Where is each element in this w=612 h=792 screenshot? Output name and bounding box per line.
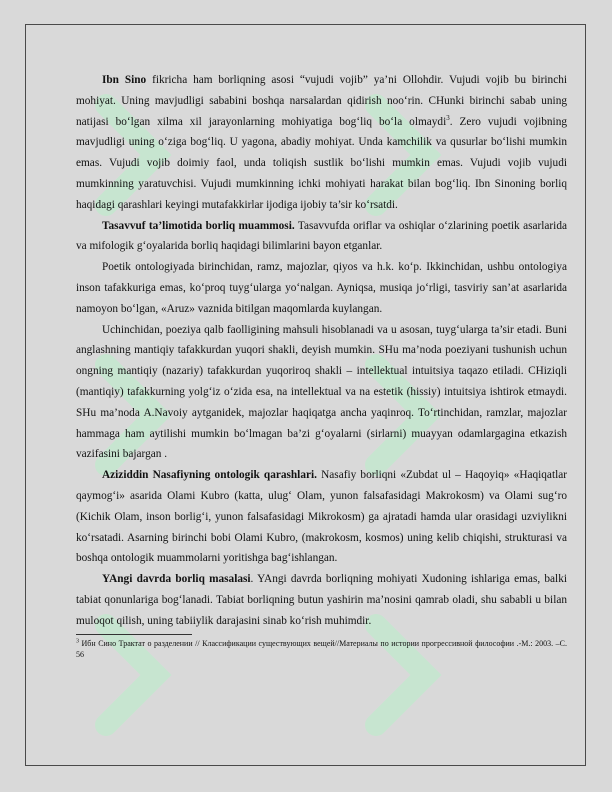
paragraph-heading: Tasavvuf ta’limotida borliq muammosi.: [102, 219, 295, 232]
paragraph-heading: Ibn Sino: [102, 74, 147, 86]
paragraph-poetic-ontology: [76, 257, 567, 319]
paragraph-text: . YAngi davrda borliqning mohiyati Xudoning ishlariga emas, balki tabiat qonunlariga bog‘lanadi. Tabiat borliqning butun yashirin ma’nosini qamrab oladi, shu sababli u bilan muloqot qilish, uning tabiiylik darajasini sinab ko‘rish muhimdir.: [76, 573, 567, 627]
paragraph-text: Nasafiy borliqni «Zubdat ul – Haqoyiq» «Haqiqatlar qaymog‘i» asarida Olami Kubro (katta, ulug‘ Olam, yunon falsafasidagi Makrokosm) va Olami sug‘ro (Kichik Olam, inson borlig‘i, yunon falsafasidagi Mikrokosm) ga ajratadi hamda ular orasidagi uzviylikni ko‘rsatadi. Asarning birinchi bobi Olami Kubro, (makrokosm, kosmos) uning kelib chiqishi, strukturasi va boshqa ontologik muammolarni yoritishga bag‘ishlangan.: [76, 469, 567, 565]
paragraph-heading: YAngi davrda borliq masalasi: [102, 573, 251, 586]
paragraph-text: Tasavvufda oriflar va oshiqlar o‘zlarining poetik asarlarida va mifologik g‘oyalarida borliq haqidagi bilimlarini bayon etganlar.: [76, 219, 567, 253]
footnote-text: Ибн Сино Трактат о разделении // Классификации существующих вещей//Материалы по истории прогрессивной философии .-М.: 2003. –С. 56: [76, 638, 567, 659]
document-body: [76, 70, 567, 660]
paragraph-ibn-sino: [76, 70, 567, 216]
footnote: [76, 638, 567, 660]
paragraph-nasafiy: [76, 465, 567, 569]
footnote-marker: 3: [76, 637, 79, 644]
paragraph-tasavvuf: [76, 216, 567, 258]
footnote-divider: [76, 634, 192, 635]
paragraph-text: Uchinchidan, poeziya qalb faolligining mahsuli hisoblanadi va u asosan, tuyg‘ularga ta’sir etadi. Buni anglashning mantiqiy tafakkurdan yuqori shakli, deyish mumkin. SHu ma’noda poeziyani tushunish uchun ongning mantiqiy (nazariy) tafakkurdan yuqoriroq shakli – intellektual intuitsiya taqazo etiladi. CHiziqli (mantiqiy) tafakkurning yolg‘iz o‘zida esa, na intellektual va na estetik (hissiy) intuitsiya ishtirok etmaydi. SHu ma’noda A.Navoiy aytganidek, majozlar haqiqatga ancha yaqinroq. To‘rtinchidan, ramzlar, majozlar hammaga ham aytilishi mumkin bo‘lmagan ba’zi g‘oyalarni (sirlarni) muayyan odamlargagina etkazish vazifasini bajargan .: [76, 323, 567, 461]
paragraph-text: fikricha ham borliqning asosi “vujudi vojib” ya’ni Ollohdir. Vujudi vojib bu birinchi mohiyat. Uning mavjudligi sababini boshqa narsalardan qidirish noo‘rin. CHunki birinchi sabab uning natijasi bo‘lgan xilma xil jarayonlarning mohiyatiga bog‘liq bo‘la olmaydi: [76, 74, 567, 128]
paragraph-new-era: [76, 569, 567, 631]
paragraph-heading: Aziziddin Nasafiyning ontologik qarashlari.: [102, 469, 317, 482]
footnote-reference[interactable]: 3: [446, 113, 450, 122]
paragraph-text: Poetik ontologiyada birinchidan, ramz, majozlar, qiyos va h.k. ko‘p. Ikkinchidan, ushbu ontologiya inson tafakkuriga emas, ko‘proq tuyg‘ularga yo‘nalgan. Ayniqsa, musiqa jo‘rligi, tasviriy san’at asarlarida namoyon bo‘lgan, «Aruz» vaznida bitilgan maqomlarda kuylangan.: [76, 261, 567, 315]
document-page: [25, 24, 586, 766]
paragraph-third-point: [76, 320, 567, 466]
paragraph-text-continued: . Zero vujudi vojibning mavjudligi uning o‘ziga bog‘liq. U yagona, abadiy mohiyat. Unda kamchilik va qusurlar bo‘lishi mumkin emas. Vujudi vojib doimiy faol, unda toliqish sustlik bo‘lishi mumkin emas. Vujudi vojib vujudi mumkinning yaratuvchisi. Vujudi mumkinning ichki mohiyati harakat bilan bog‘liq. Ibn Sinoning borliq haqidagi qarashlari keyingi mutafakkirlar ijodiga ijobiy ta’sir ko‘rsatdi.: [76, 115, 567, 211]
